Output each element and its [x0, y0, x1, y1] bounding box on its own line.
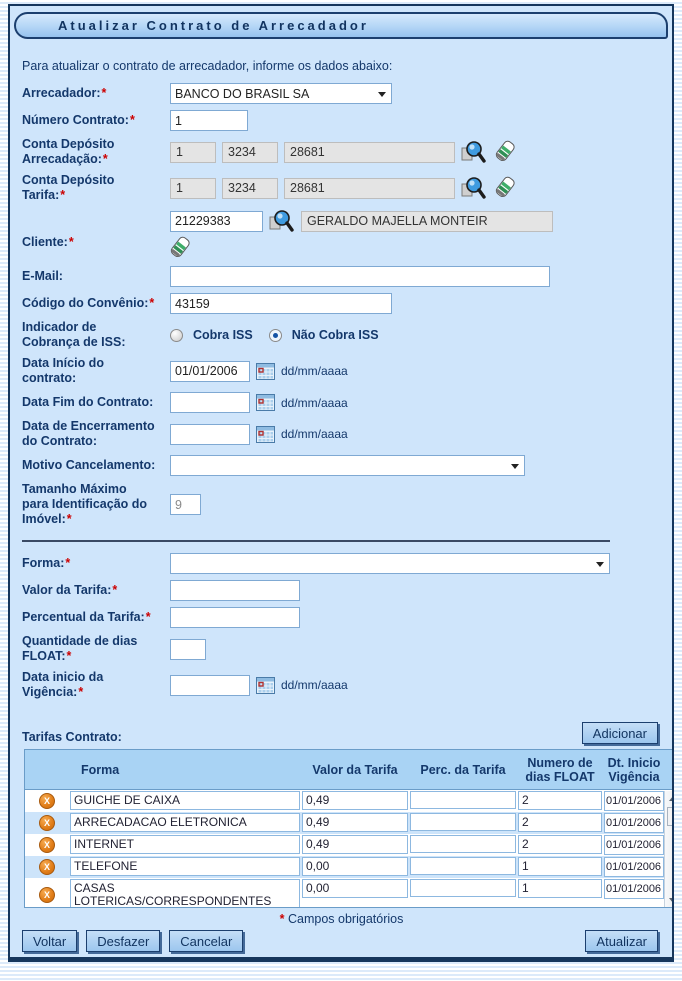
conta-tarifa-label: Conta Depósito Tarifa:*: [22, 173, 115, 202]
table-body: [25, 790, 665, 907]
page-frame: [8, 4, 674, 962]
page-title-bar: [14, 12, 668, 39]
arrecadador-select[interactable]: BANCO DO BRASIL SA: [170, 83, 392, 104]
required-asterisk: *: [279, 912, 285, 926]
field-row-data-inicio-contrato: [22, 356, 672, 386]
radio-nao-cobra-iss[interactable]: [269, 329, 282, 342]
conta-arrecadacao-label: Conta Depósito Arrecadação:*: [22, 137, 115, 166]
data-inicio-contrato-label: Data Início do contrato:: [22, 356, 104, 385]
email-input[interactable]: [170, 266, 550, 287]
field-row-forma: [22, 553, 672, 574]
tarifas-table: [24, 749, 674, 908]
required-asterisk: *: [101, 86, 107, 100]
cell-inicio: 01/01/2006: [604, 813, 664, 833]
numero-contrato-input[interactable]: [170, 110, 248, 131]
delete-row-icon[interactable]: X: [39, 887, 55, 903]
calendar-icon[interactable]: [256, 426, 275, 443]
cell-valor: 0,49: [302, 813, 408, 832]
data-encerramento-input[interactable]: [170, 424, 250, 445]
email-label: E-Mail:: [22, 269, 63, 283]
cell-forma: INTERNET: [70, 835, 300, 854]
cell-inicio: 01/01/2006: [604, 835, 664, 855]
cell-forma: GUICHE DE CAIXA: [70, 791, 300, 810]
field-row-valor-tarifa: [22, 580, 672, 601]
voltar-button[interactable]: Voltar: [22, 930, 77, 952]
chevron-down-icon: [378, 92, 386, 101]
section-divider: [22, 540, 610, 542]
conta-arrecadacao-conta-field: 28681: [284, 142, 455, 163]
required-fields-note: * Campos obrigatórios: [279, 912, 404, 926]
eraser-icon[interactable]: [493, 176, 517, 200]
percentual-tarifa-label: Percentual da Tarifa:*: [22, 610, 151, 624]
cancelar-button[interactable]: Cancelar: [169, 930, 243, 952]
data-inicio-vigencia-label: Data inicio da Vigência:*: [22, 670, 104, 699]
cell-perc: [410, 813, 516, 831]
dias-float-input[interactable]: [170, 639, 206, 660]
arrecadador-label: Arrecadador:*: [22, 86, 107, 100]
cell-inicio: 01/01/2006: [604, 857, 664, 877]
column-header-valor: Valor da Tarifa: [312, 762, 398, 777]
data-fim-contrato-label: Data Fim do Contrato:: [22, 395, 154, 409]
cell-dias: 1: [518, 857, 602, 876]
cliente-codigo-input[interactable]: [170, 211, 263, 232]
scroll-down-arrow[interactable]: [666, 893, 675, 907]
field-row-data-encerramento: [22, 419, 672, 449]
cell-valor: 0,49: [302, 835, 408, 854]
eraser-icon[interactable]: [493, 140, 517, 164]
table-row: [25, 812, 665, 834]
cell-forma: ARRECADACAO ELETRONICA: [70, 813, 300, 832]
data-fim-contrato-input[interactable]: [170, 392, 250, 413]
table-row: [25, 790, 665, 812]
cell-valor: 0,00: [302, 857, 408, 876]
data-inicio-vigencia-input[interactable]: [170, 675, 250, 696]
radio-nao-cobra-iss-label: Não Cobra ISS: [291, 328, 379, 342]
conta-tarifa-banco-field: 1: [170, 178, 216, 199]
field-row-cliente: [22, 209, 672, 260]
codigo-convenio-label: Código do Convênio:*: [22, 296, 155, 310]
indicador-iss-label: Indicador de Cobrança de ISS:: [22, 320, 126, 349]
field-row-data-inicio-vigencia: [22, 670, 672, 700]
tamanho-maximo-label: Tamanho Máximo para Identificação do Imóvel:*: [22, 482, 148, 526]
delete-row-icon[interactable]: X: [39, 793, 55, 809]
required-asterisk: *: [78, 685, 84, 699]
search-icon[interactable]: [461, 176, 487, 200]
field-row-percentual-tarifa: [22, 607, 672, 628]
adicionar-button[interactable]: Adicionar: [582, 722, 658, 744]
field-row-dias-float: [22, 634, 672, 664]
required-asterisk: *: [149, 296, 155, 310]
column-header-dias: Numero de dias FLOAT: [525, 755, 595, 784]
motivo-cancelamento-label: Motivo Cancelamento:: [22, 458, 156, 472]
cell-forma: CASAS LOTERICAS/CORRESPONDENTES: [70, 879, 300, 907]
chevron-down-icon: [596, 562, 604, 571]
cell-perc: [410, 879, 516, 897]
conta-arrecadacao-agencia-field: 3234: [222, 142, 278, 163]
delete-row-icon[interactable]: X: [39, 837, 55, 853]
required-asterisk: *: [68, 235, 74, 249]
field-row-codigo-convenio: [22, 293, 672, 314]
tamanho-maximo-input[interactable]: [170, 494, 201, 515]
table-row: [25, 878, 665, 907]
cell-dias: 2: [518, 835, 602, 854]
percentual-tarifa-input[interactable]: [170, 607, 300, 628]
scroll-thumb[interactable]: [667, 807, 675, 826]
data-inicio-contrato-input[interactable]: [170, 361, 250, 382]
field-row-indicador-iss: [22, 320, 672, 350]
column-header-perc: Perc. da Tarifa: [420, 762, 506, 777]
delete-row-icon[interactable]: X: [39, 815, 55, 831]
cell-dias: 2: [518, 791, 602, 810]
field-row-tamanho-maximo: [22, 482, 672, 527]
field-row-conta-deposito-arrecadacao: [22, 137, 672, 167]
field-row-email: [22, 266, 672, 287]
date-format-hint: dd/mm/aaaa: [281, 395, 348, 410]
table-header: [25, 750, 674, 790]
required-asterisk: *: [112, 583, 118, 597]
date-format-hint: dd/mm/aaaa: [281, 427, 348, 441]
column-header-inicio: Dt. Inicio Vigência: [607, 755, 661, 784]
dias-float-label: Quantidade de dias FLOAT:*: [22, 634, 138, 663]
field-row-numero-contrato: [22, 110, 672, 131]
codigo-convenio-input[interactable]: [170, 293, 392, 314]
cell-valor: 0,00: [302, 879, 408, 898]
calendar-icon[interactable]: [256, 394, 275, 411]
valor-tarifa-label: Valor da Tarifa:*: [22, 583, 118, 597]
cell-valor: 0,49: [302, 791, 408, 810]
chevron-down-icon: [511, 464, 519, 473]
eraser-icon[interactable]: [168, 236, 192, 260]
tarifas-contrato-label: Tarifas Contrato:: [22, 730, 122, 744]
action-buttons-row: [22, 930, 658, 952]
table-row: [25, 856, 665, 878]
cell-inicio: 01/01/2006: [604, 879, 664, 899]
required-asterisk: *: [129, 113, 135, 127]
forma-select[interactable]: [170, 553, 610, 574]
required-asterisk: *: [102, 152, 108, 166]
cell-inicio: 01/01/2006: [604, 791, 664, 811]
delete-row-icon[interactable]: X: [39, 859, 55, 875]
desfazer-button[interactable]: Desfazer: [86, 930, 160, 952]
tarifas-contrato-bar: [22, 722, 658, 744]
intro-text: Para atualizar o contrato de arrecadador, informe os dados abaixo:: [22, 59, 393, 73]
table-scrollbar[interactable]: [664, 791, 674, 907]
cell-perc: [410, 791, 516, 809]
cell-forma: TELEFONE: [70, 857, 300, 876]
valor-tarifa-input[interactable]: [170, 580, 300, 601]
cell-dias: 2: [518, 813, 602, 832]
cliente-label: Cliente:*: [22, 235, 74, 249]
date-format-hint: dd/mm/aaaa: [281, 678, 348, 692]
cell-perc: [410, 857, 516, 875]
cell-dias: 1: [518, 879, 602, 898]
cell-perc: [410, 835, 516, 853]
calendar-icon[interactable]: [256, 363, 275, 380]
required-asterisk: *: [66, 649, 72, 663]
forma-label: Forma:*: [22, 556, 71, 570]
conta-arrecadacao-banco-field: 1: [170, 142, 216, 163]
page-title: Atualizar Contrato de Arrecadador: [58, 18, 369, 33]
search-icon[interactable]: [461, 140, 487, 164]
conta-tarifa-agencia-field: 3234: [222, 178, 278, 199]
radio-cobra-iss[interactable]: [170, 329, 183, 342]
scroll-up-arrow[interactable]: [666, 791, 675, 805]
field-row-motivo-cancelamento: [22, 455, 672, 476]
cliente-nome-field: GERALDO MAJELLA MONTEIR: [301, 211, 553, 232]
field-row-data-fim-contrato: [22, 392, 672, 413]
required-asterisk: *: [66, 512, 72, 526]
required-asterisk: *: [65, 556, 71, 570]
required-asterisk: *: [60, 188, 66, 202]
table-row: [25, 834, 665, 856]
date-format-hint: dd/mm/aaaa: [281, 364, 348, 378]
data-encerramento-label: Data de Encerramento do Contrato:: [22, 419, 155, 448]
required-asterisk: *: [145, 610, 151, 624]
numero-contrato-label: Número Contrato:*: [22, 113, 135, 127]
field-row-conta-deposito-tarifa: [22, 173, 672, 203]
radio-cobra-iss-label: Cobra ISS: [193, 328, 253, 342]
calendar-icon[interactable]: [256, 677, 275, 694]
search-icon[interactable]: [269, 209, 295, 233]
field-row-arrecadador: [22, 83, 672, 104]
column-header-forma: Forma: [81, 762, 120, 777]
motivo-cancelamento-select[interactable]: [170, 455, 525, 476]
atualizar-button[interactable]: Atualizar: [585, 930, 658, 952]
conta-tarifa-conta-field: 28681: [284, 178, 455, 199]
